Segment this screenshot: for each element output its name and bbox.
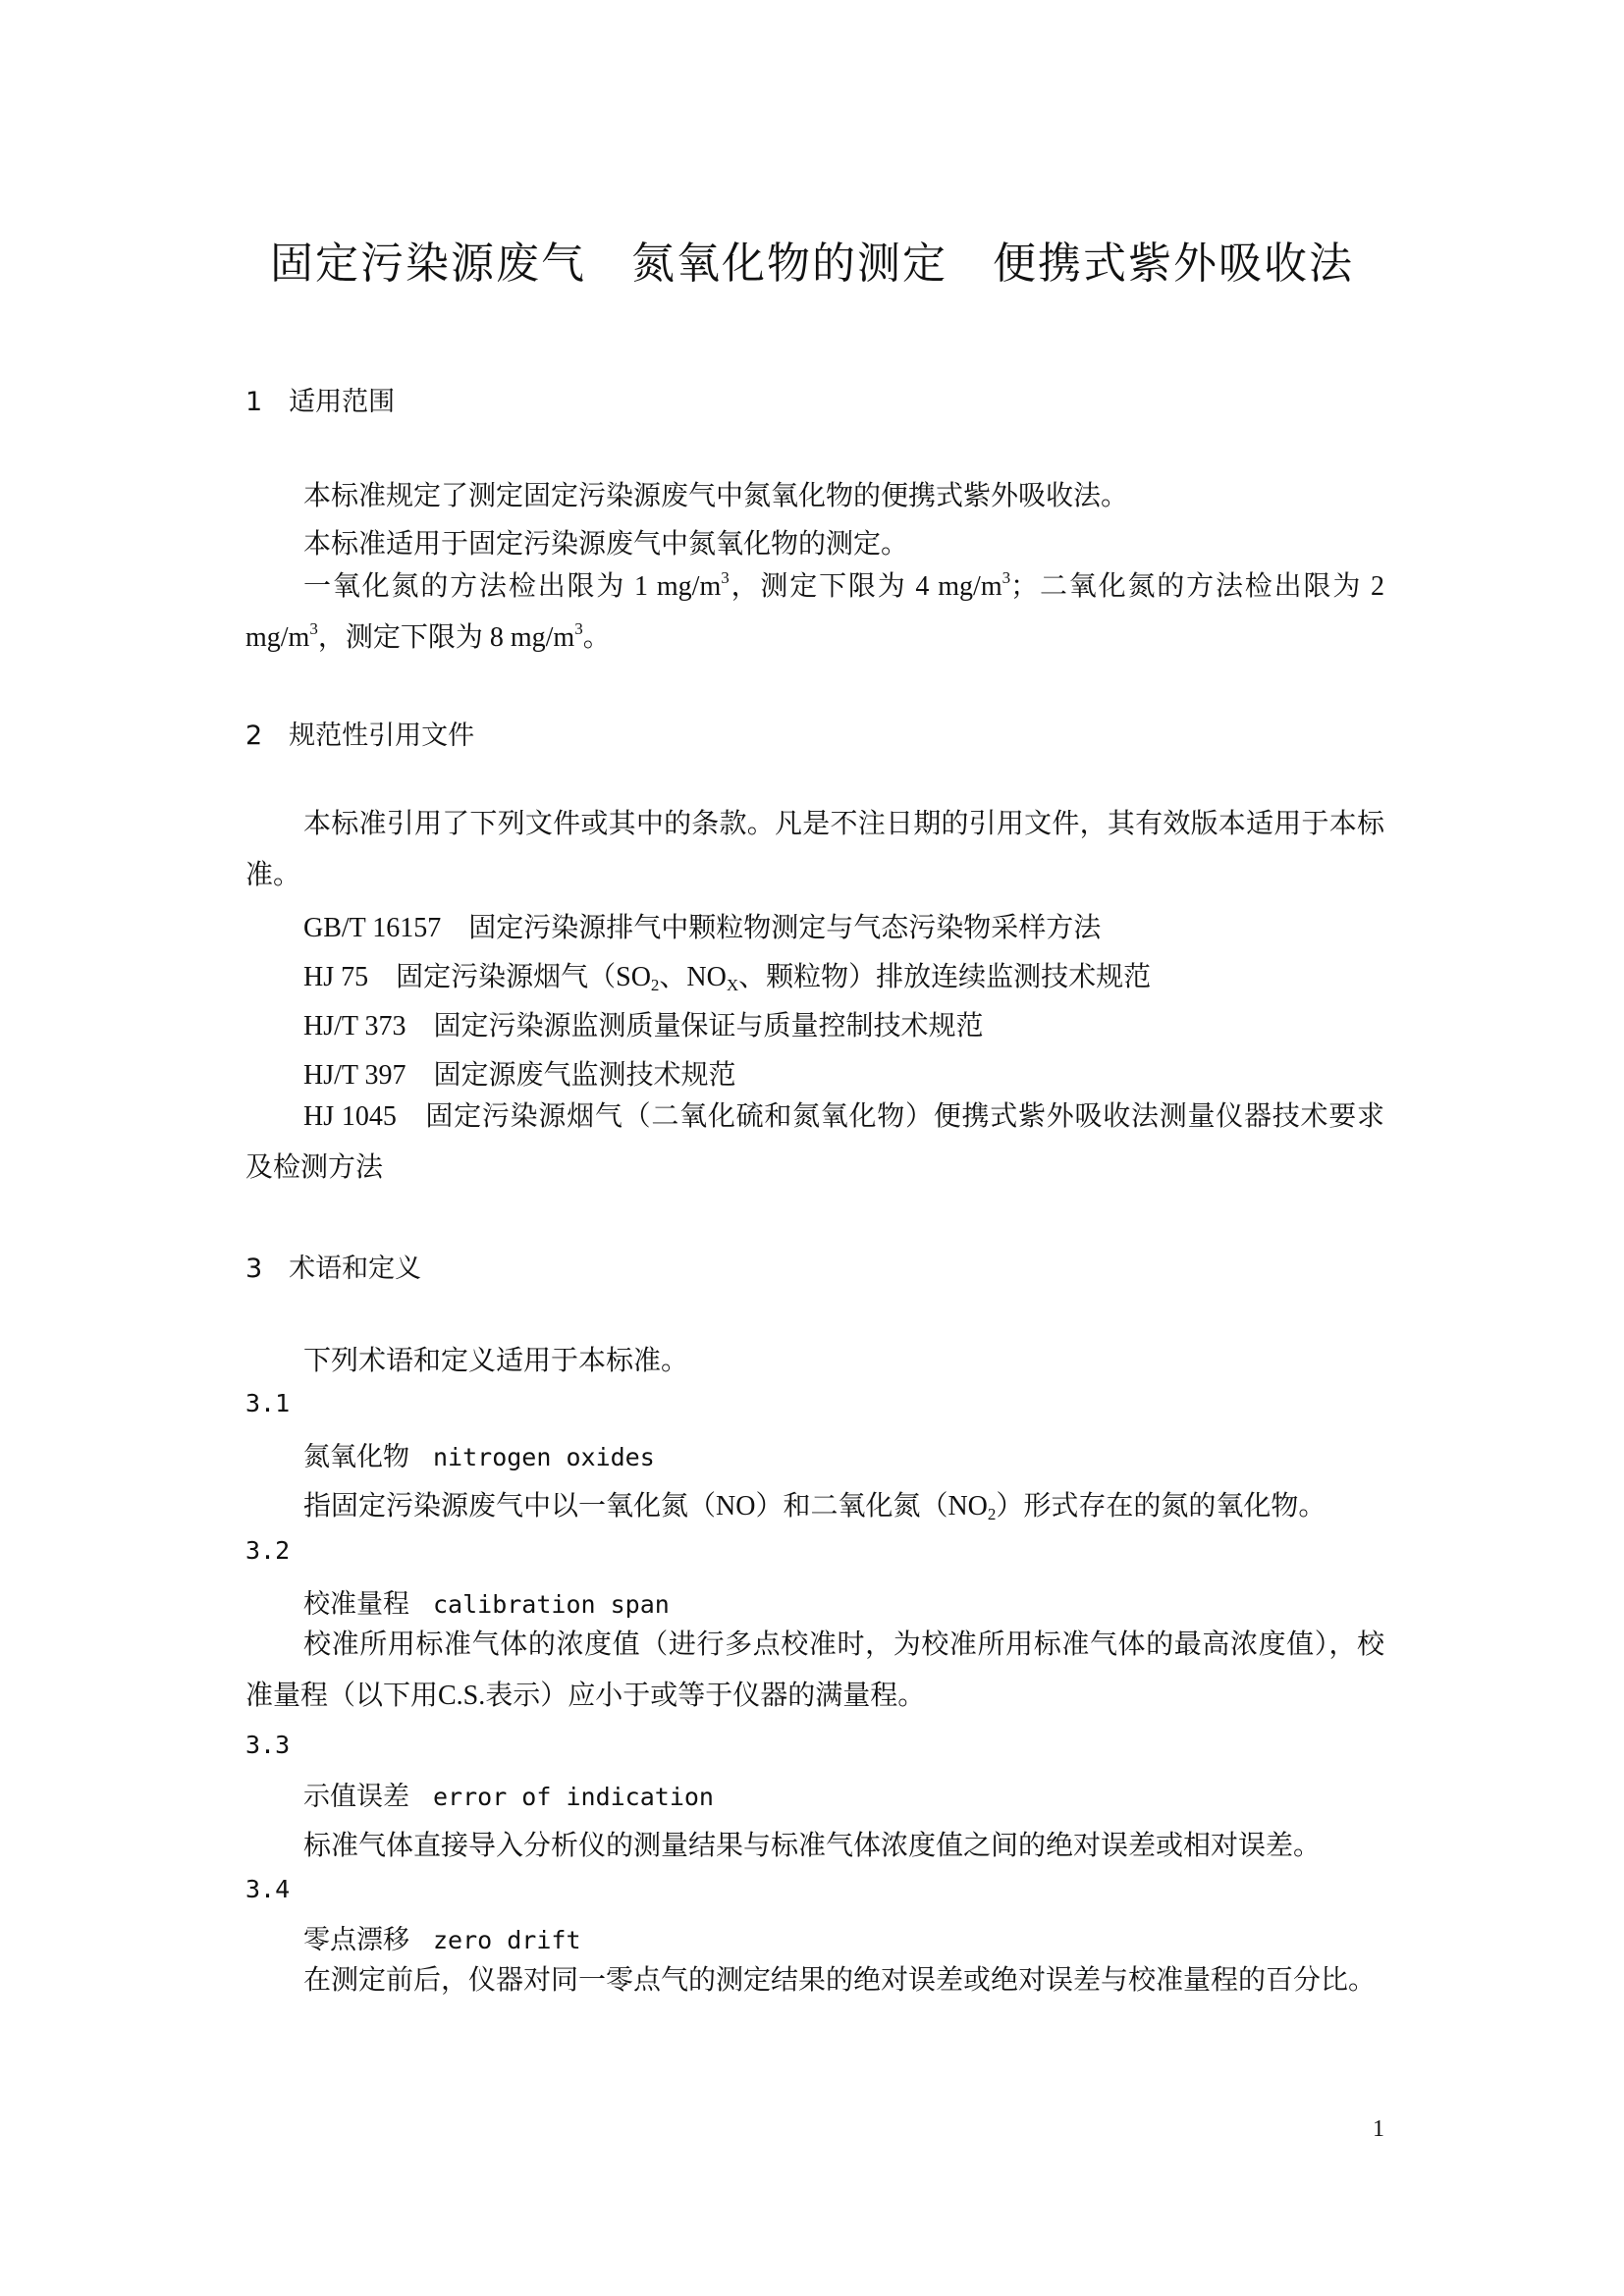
reference-hj-1045: HJ 1045 固定污染源烟气（二氧化硫和氮氧化物）便携式紫外吸收法测量仪器技术要求及检测方法	[245, 1101, 1384, 1183]
term-number: 3.1	[245, 1389, 291, 1417]
section-2-heading: 2 规范性引用文件	[245, 721, 475, 751]
term-heading: 示值误差 error of indication	[303, 1782, 714, 1812]
section-1-paragraph-2: 本标准适用于固定污染源废气中氮氧化物的测定。	[303, 529, 909, 560]
term-definition: 指固定污染源废气中以一氧化氮（NO）和二氧化氮$(NO_2)$形式存在的氮的氧化物。	[303, 1491, 1326, 1523]
section-1-heading: 1 适用范围	[245, 387, 396, 417]
section-3-heading: 3 术语和定义	[245, 1254, 422, 1284]
term-number: 3.3	[245, 1731, 291, 1759]
section-2-paragraph-1: 本标准引用了下列文件或其中的条款。凡是不注日期的引用文件，其有效版本适用于本标准。	[245, 809, 1384, 890]
term-definition: 在测定前后，仪器对同一零点气的测定结果的绝对误差或绝对误差与校准量程的百分比。	[303, 1965, 1377, 1996]
term-heading: 零点漂移 zero drift	[303, 1925, 581, 1955]
reference-hj-75: HJ 75 固定污染源烟气（$SO_2$、$NO_X$、颗粒物）排放连续监测技术规范	[303, 962, 1152, 994]
term-number: 3.4	[245, 1875, 291, 1903]
term-definition: 校准所用标准气体的浓度值（进行多点校准时，为校准所用标准气体的最高浓度值），校准量程（以下用C.S.表示）应小于或等于仪器的满量程。	[245, 1629, 1384, 1711]
section-1-paragraph-1: 本标准规定了测定固定污染源废气中氮氧化物的便携式紫外吸收法。	[303, 481, 1129, 511]
page-number: 1	[1373, 2116, 1384, 2142]
term-number: 3.2	[245, 1536, 291, 1565]
term-definition: 标准气体直接导入分析仪的测量结果与标准气体浓度值之间的绝对误差或相对误差。	[303, 1831, 1322, 1861]
section-1-paragraph-3: 一氧化氮的方法检出限为 1 $mg/m^3$，测定下限为 4 $mg/m^3$；二氧化氮的方法检出限为 2 $mg/m^3$，测定下限为 8 $mg/m^3$。	[245, 568, 1384, 653]
reference-gbt-16157: GB/T 16157 固定污染源排气中颗粒物测定与气态污染物采样方法	[303, 913, 1102, 943]
reference-hjt-373: HJ/T 373 固定污染源监测质量保证与质量控制技术规范	[303, 1011, 984, 1041]
term-heading: 校准量程 calibration span	[303, 1589, 670, 1620]
term-heading: 氮氧化物 nitrogen oxides	[303, 1442, 655, 1472]
reference-hjt-397: HJ/T 397 固定源废气监测技术规范	[303, 1060, 736, 1091]
section-3-intro: 下列术语和定义适用于本标准。	[303, 1346, 689, 1376]
document-title: 固定污染源废气 氮氧化物的测定 便携式紫外吸收法	[270, 239, 1354, 289]
